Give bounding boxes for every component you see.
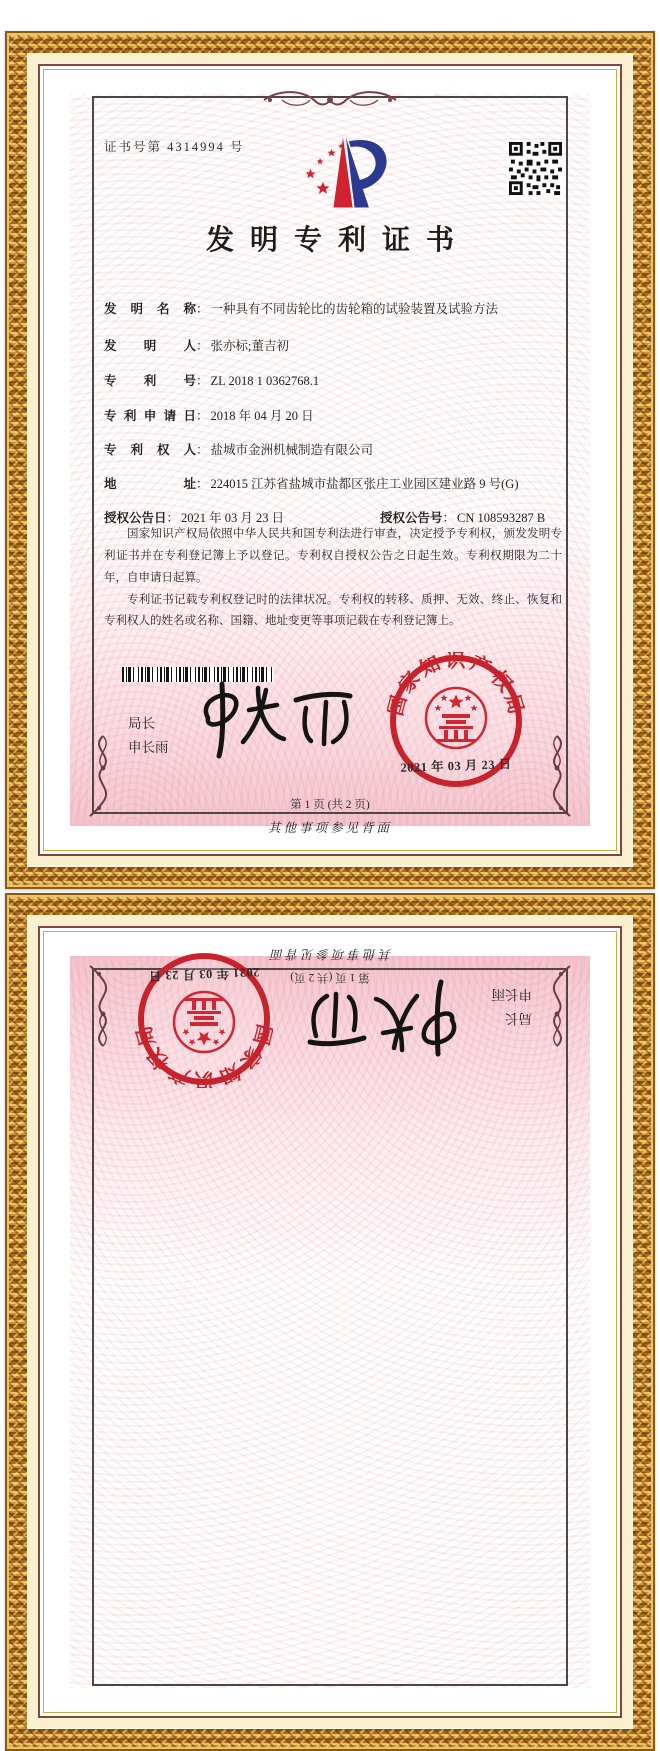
official-seal <box>387 652 525 790</box>
grant-number-label: 授权公告号 <box>380 511 443 525</box>
seal-text: 国家知识产权局 <box>135 1021 273 1088</box>
director-title: 局长 <box>128 716 155 731</box>
field-invention-name: 发明名称： 一种具有不同齿轮比的齿轮箱的试验装置及试验方法 <box>104 302 499 316</box>
seal-date: 2021 年 03 月 23 日 <box>148 965 260 983</box>
frame-cream-mat <box>27 53 633 867</box>
top-ornament <box>260 87 400 113</box>
frame-maroon-line <box>38 64 622 856</box>
director-title: 局长 <box>505 1011 532 1026</box>
page-footer: 第 1 页 (共 2 页) <box>290 799 370 811</box>
field-inventors: 发明人： 张亦标;董吉初 <box>104 339 289 353</box>
frame-white-matte <box>44 70 616 850</box>
gilt-frame-border <box>5 31 655 889</box>
certificate-frame-front <box>5 31 655 889</box>
legal-paragraph-2: 专利证书记载专利权登记时的法律状况。专利权的转移、质押、无效、终止、恢复和专利权人的姓名或名称、国籍、地址变更等事项记载在专利登记簿上。 <box>104 593 562 628</box>
director-block <box>128 712 169 759</box>
director-signature <box>178 676 358 764</box>
certificate-title: 发明专利证书 <box>205 225 470 256</box>
grant-date-label: 授权公告日 <box>104 511 167 525</box>
certificate-number: 证书号第 4314994 号 <box>104 140 245 154</box>
grant-date-value: 2021 年 03 月 23 日 <box>181 511 285 525</box>
frame-gold-line <box>43 931 617 1713</box>
gilt-frame-border <box>5 893 655 1751</box>
back-note: 其他事项参见背面 <box>267 821 392 835</box>
field-address: 地址： 224015 江苏省盐城市盐都区张庄工业园区建业路 9 号(G) <box>104 477 519 491</box>
certificate-page-2-rotated <box>70 947 590 1688</box>
frame-cream-mat <box>27 915 633 1729</box>
director-name: 申长雨 <box>128 739 169 755</box>
certificate-page-1 <box>70 94 590 835</box>
frame-maroon-line <box>38 926 622 1718</box>
frame-white-matte <box>44 932 616 1712</box>
field-grant-row: 授权公告日： 2021 年 03 月 23 日 授权公告号： CN 108593287 B <box>104 508 564 526</box>
grant-number-pair: 授权公告号： CN 108593287 B <box>380 511 546 525</box>
back-note: 其他事项参见背面 <box>268 947 393 961</box>
frame-gold-line <box>43 69 617 851</box>
field-patentee: 专利权人： 盐城市金洲机械制造有限公司 <box>104 443 374 457</box>
seal-date: 2021 年 03 月 23 日 <box>400 757 512 775</box>
page-footer: 第 1 页 (共 2 页) <box>290 971 370 983</box>
qr-code <box>507 140 564 197</box>
director-signature <box>302 974 482 1062</box>
cnipa-logo-icon <box>298 134 390 212</box>
legal-text-block <box>104 524 562 633</box>
director-name: 申长雨 <box>491 987 532 1003</box>
grant-number-value: CN 108593287 B <box>457 511 546 525</box>
legal-paragraph-1: 国家知识产权局依照中华人民共和国专利法进行审查，决定授予专利权，颁发发明专利证书并在专利登记簿上予以登记。专利权自授权公告之日起生效。专利权期限为二十年，自申请日起算。 <box>104 528 562 584</box>
director-block <box>492 983 533 1030</box>
field-patent-number: 专利号： ZL 2018 1 0362768.1 <box>104 374 320 388</box>
seal-text: 国家知识产权局 <box>387 652 525 719</box>
field-filing-date: 专利申请日： 2018 年 04 月 20 日 <box>104 409 314 423</box>
certificate-frame-back <box>5 893 655 1751</box>
